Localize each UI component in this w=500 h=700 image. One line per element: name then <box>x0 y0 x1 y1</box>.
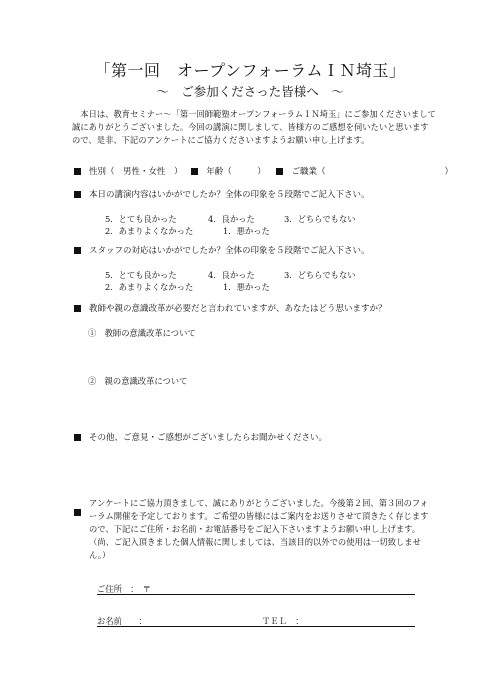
bullet-square-icon <box>74 191 81 198</box>
occupation-field[interactable]: ご職業（ ） <box>291 167 453 177</box>
q1-option-1[interactable]: 1．悪かった <box>223 226 270 236</box>
question-4-text: その他、ご意見・ご感想がございましたらお聞かせください。 <box>89 433 328 443</box>
bullet-square-icon <box>74 247 81 254</box>
question-1-text: 本日の講演内容はいかがでしたか？全体の印象を５段階でご記入下さい。 <box>89 190 370 200</box>
q2-option-1[interactable]: 1．悪かった <box>223 282 270 292</box>
bullet-square-icon <box>74 434 81 441</box>
question-3-text: 教師や親の意識改革が必要だと言われていますが、あなたはどう思いますか？ <box>89 304 387 314</box>
q3-sub-teacher: ① 教師の意識改革について <box>88 328 196 338</box>
age-field[interactable]: 年齢（ ） <box>206 167 266 177</box>
question-2-text: スタッフの対応はいかがでしたか？全体の印象を５段階でご記入下さい。 <box>89 246 370 256</box>
q1-option-4[interactable]: 4．良かった <box>208 214 255 224</box>
bullet-square-icon <box>74 509 81 516</box>
form-subtitle: ～ ご参加くださった皆様へ ～ <box>156 84 344 99</box>
question-4 <box>74 432 327 444</box>
form-title: 「第一回 オープンフォーラムＩＮ埼玉」 <box>94 61 406 80</box>
intro-paragraph: 本日は、教育セミナー～「第一回師範塾オープンフォーラムＩＮ埼玉」にご参加くださいまして誠にありがとうございました。今回の講演に関しまして、皆様方のご感想を伺いたいと思いますので、是非、下記のアンケートにご協力くださいますようお願い申し上げます。 <box>72 109 436 145</box>
q2-option-3[interactable]: 3．どちらでもない <box>284 270 356 280</box>
profile-row <box>74 166 453 178</box>
question-3 <box>74 303 387 315</box>
q1-option-5[interactable]: 5．とても良かった <box>105 214 177 224</box>
bullet-square-icon <box>191 168 198 175</box>
gender-field[interactable]: 性別（ 男性・女性 ） <box>89 167 183 177</box>
address-underline[interactable] <box>97 594 415 595</box>
bullet-square-icon <box>74 168 81 175</box>
bullet-square-icon <box>276 168 283 175</box>
address-label: ご住所 ： 〒 <box>97 584 151 594</box>
q3-sub-parent: ② 親の意識改革について <box>88 376 188 386</box>
bullet-square-icon <box>74 305 81 312</box>
q2-option-2[interactable]: 2．あまりよくなかった <box>105 282 194 292</box>
q2-option-5[interactable]: 5．とても良かった <box>105 270 177 280</box>
question-2 <box>74 245 370 257</box>
name-label: お名前 ： <box>97 616 147 626</box>
question-1 <box>74 189 370 201</box>
q1-option-3[interactable]: 3．どちらでもない <box>284 214 356 224</box>
closing-paragraph: アンケートにご協力頂きまして、誠にありがとうございました。今後第２回、第３回のフォーラム開催を予定しております。ご希望の皆様にはご案内をお送りさせて頂きたく存じますので、下記にご住所・お名前・お電話番号をご記入下さいますようお願い申し上げます。（尚、ご記入頂きました個人情報に関しましては、当該目的以外での使用は一切致しません。） <box>89 498 429 560</box>
q2-option-4[interactable]: 4．良かった <box>208 270 255 280</box>
tel-label: ＴＥＬ ： <box>262 616 304 626</box>
name-tel-underline[interactable] <box>97 626 415 627</box>
q1-option-2[interactable]: 2．あまりよくなかった <box>105 226 194 236</box>
